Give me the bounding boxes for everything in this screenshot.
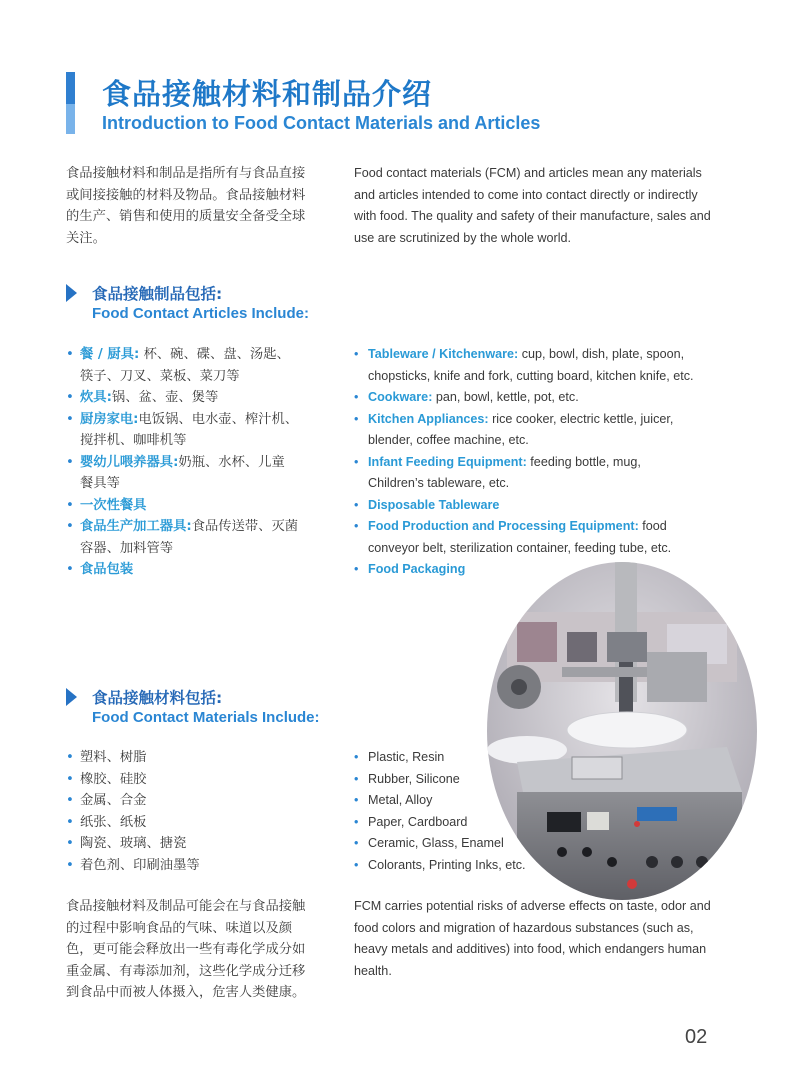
list-item: • Food Production and Processing Equipment: food conveyor belt, sterilization container, feeding tube, etc. (354, 516, 754, 559)
page-title-cn: 食品接触材料和制品介绍 (102, 77, 433, 111)
list-item: • 一次性餐具 (66, 495, 346, 517)
list-item: • 着色剂、印刷油墨等 (66, 855, 346, 877)
title-accent-bar (66, 72, 75, 134)
materials-list-cn (66, 747, 346, 876)
list-item: • 陶瓷、玻璃、搪瓷 (66, 833, 346, 855)
articles-list-cn (66, 344, 346, 581)
page-title-en: Introduction to Food Contact Materials and Articles (102, 113, 541, 133)
materials-heading-en: Food Contact Materials Include: (92, 709, 320, 726)
list-item: • 食品生产加工器具:食品传送带、灭菌 容器、加料管等 (66, 516, 346, 559)
list-item: • Cookware: pan, bowl, kettle, pot, etc. (354, 387, 754, 409)
section-marker-icon (66, 284, 77, 302)
list-item: • Metal, Alloy (354, 790, 554, 812)
materials-list-en (354, 747, 554, 876)
section-marker-icon (66, 688, 77, 706)
list-item: • Infant Feeding Equipment: feeding bottle, mug, Children’s tableware, etc. (354, 452, 754, 495)
list-item: • 金属、合金 (66, 790, 346, 812)
list-item: • 食品包装 (66, 559, 346, 581)
risk-paragraph-en: FCM carries potential risks of adverse effects on taste, odor and food colors and migration of hazardous substances (such as, heavy metals and additives) into food, which endangers human health. (354, 899, 711, 978)
list-item: • Disposable Tableware (354, 495, 754, 517)
list-item: • 厨房家电:电饭锅、电水壶、榨汁机、 搅拌机、咖啡机等 (66, 409, 346, 452)
list-item: • 橡胶、硅胶 (66, 769, 346, 791)
list-item: • 塑料、树脂 (66, 747, 346, 769)
list-item: • 餐 / 厨具: 杯、碗、碟、盘、汤匙、 筷子、刀叉、菜板、菜刀等 (66, 344, 346, 387)
list-item: • Paper, Cardboard (354, 812, 554, 834)
list-item: • Tableware / Kitchenware: cup, bowl, dish, plate, spoon, chopsticks, knife and fork, cutting board, kitchen knife, etc. (354, 344, 754, 387)
page-number: 02 (685, 1026, 708, 1048)
intro-paragraph-en: Food contact materials (FCM) and articles mean any materials and articles intended to come into contact directly or indirectly with food. The quality and safety of their manufacture, sales and use are scrutinized by the whole world. (354, 166, 711, 245)
articles-heading-en: Food Contact Articles Include: (92, 305, 309, 322)
risk-paragraph-cn: 食品接触材料及制品可能会在与食品接触 的过程中影响食品的气味、味道以及颜 色，更可能会释放出一些有毒化学成分如 重金属、有毒添加剂，这些化学成分迁移 到食品中而被人体摄入，危害人类健康。 (66, 899, 306, 1000)
list-item: • Rubber, Silicone (354, 769, 554, 791)
list-item: • 纸张、纸板 (66, 812, 346, 834)
list-item: • Ceramic, Glass, Enamel (354, 833, 554, 855)
intro-paragraph-cn: 食品接触材料和制品是指所有与食品直接 或间接接触的材料及物品。食品接触材料 的生产、销售和使用的质量安全备受全球 关注。 (66, 166, 306, 246)
list-item: • Kitchen Appliances: rice cooker, electric kettle, juicer, blender, coffee machine, etc. (354, 409, 754, 452)
articles-list-en (354, 344, 754, 581)
articles-heading-cn: 食品接触制品包括: (92, 285, 223, 303)
list-item: • 婴幼儿喂养器具:奶瓶、水杯、儿童 餐具等 (66, 452, 346, 495)
list-item: • Plastic, Resin (354, 747, 554, 769)
list-item: • 炊具:锅、盆、壶、煲等 (66, 387, 346, 409)
list-item: • Colorants, Printing Inks, etc. (354, 855, 554, 877)
list-item: • Food Packaging (354, 559, 754, 581)
materials-heading-cn: 食品接触材料包括: (92, 689, 223, 707)
